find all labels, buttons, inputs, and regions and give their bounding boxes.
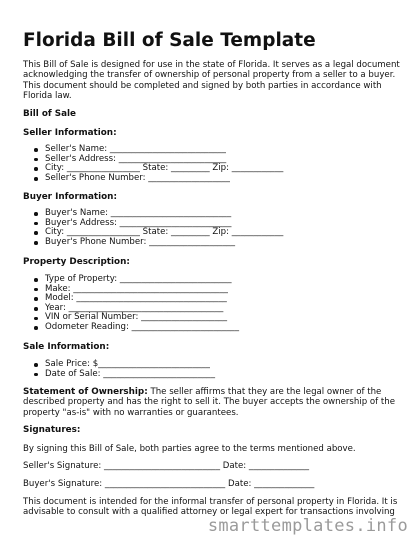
ownership-statement bbox=[23, 387, 403, 418]
seller-address-field: Seller's Address: _________________________ bbox=[33, 155, 283, 165]
property-make-field: Make: ____________________________________ bbox=[33, 285, 239, 295]
property-vin-field: VIN or Serial Number: ____________________ bbox=[33, 313, 239, 323]
signatures-agreement: By signing this Bill of Sale, both parties agree to the terms mentioned above. bbox=[23, 444, 356, 454]
seller-signature-line: Seller's Signature: ___________________________ Date: ______________ bbox=[23, 461, 310, 471]
property-odometer-field: Odometer Reading: _________________________ bbox=[33, 323, 239, 333]
document-heading: Bill of Sale bbox=[23, 109, 77, 119]
signatures-heading: Signatures: bbox=[23, 425, 81, 435]
buyer-fields bbox=[33, 209, 283, 247]
ownership-label: Statement of Ownership: bbox=[23, 387, 148, 397]
buyer-name-field: Buyer's Name: ____________________________ bbox=[33, 209, 283, 219]
page-title: Florida Bill of Sale Template bbox=[23, 30, 316, 51]
sale-fields bbox=[33, 360, 215, 379]
closing-paragraph: This document is intended for the informal transfer of personal property in Florida. It is advisable to consult with a qualified attorney or legal expert for transactions involving bbox=[23, 497, 398, 518]
sale-heading: Sale Information: bbox=[23, 342, 110, 352]
intro-paragraph: This Bill of Sale is designed for use in the state of Florida. It serves as a legal document acknowledging the transfer of ownership of personal property from a seller to a buyer. This document should be completed and signed by both parties in accordance with Florida law. bbox=[23, 60, 400, 102]
property-fields bbox=[33, 275, 239, 333]
seller-city-field: City: _________________ State: _________ Zip: ____________ bbox=[33, 164, 283, 174]
seller-name-field: Seller's Name: ___________________________ bbox=[33, 145, 283, 155]
buyer-phone-field: Buyer's Phone Number: ____________________ bbox=[33, 238, 283, 248]
seller-fields bbox=[33, 145, 283, 183]
watermark-text: smarttemplates.info bbox=[207, 516, 408, 536]
sale-price-field: Sale Price: $__________________________ bbox=[33, 360, 215, 370]
buyer-signature-line: Buyer's Signature: ____________________________ Date: ______________ bbox=[23, 479, 315, 489]
seller-heading: Seller Information: bbox=[23, 128, 117, 138]
buyer-address-field: Buyer's Address: __________________________ bbox=[33, 219, 283, 229]
property-model-field: Model: ___________________________________ bbox=[33, 294, 239, 304]
buyer-city-field: City: _________________ State: _________ Zip: ____________ bbox=[33, 228, 283, 238]
property-heading: Property Description: bbox=[23, 257, 130, 267]
buyer-heading: Buyer Information: bbox=[23, 192, 117, 202]
property-year-field: Year: ____________________________________ bbox=[33, 304, 239, 314]
ownership-text: The seller affirms that they are the legal owner of the described property and has the right to sell it. The buyer accepts the ownership of the property "as-is" with no warranties or guarantees. bbox=[23, 387, 396, 418]
property-type-field: Type of Property: __________________________ bbox=[33, 275, 239, 285]
sale-date-field: Date of Sale: __________________________ bbox=[33, 370, 215, 380]
seller-phone-field: Seller's Phone Number: ___________________ bbox=[33, 174, 283, 184]
